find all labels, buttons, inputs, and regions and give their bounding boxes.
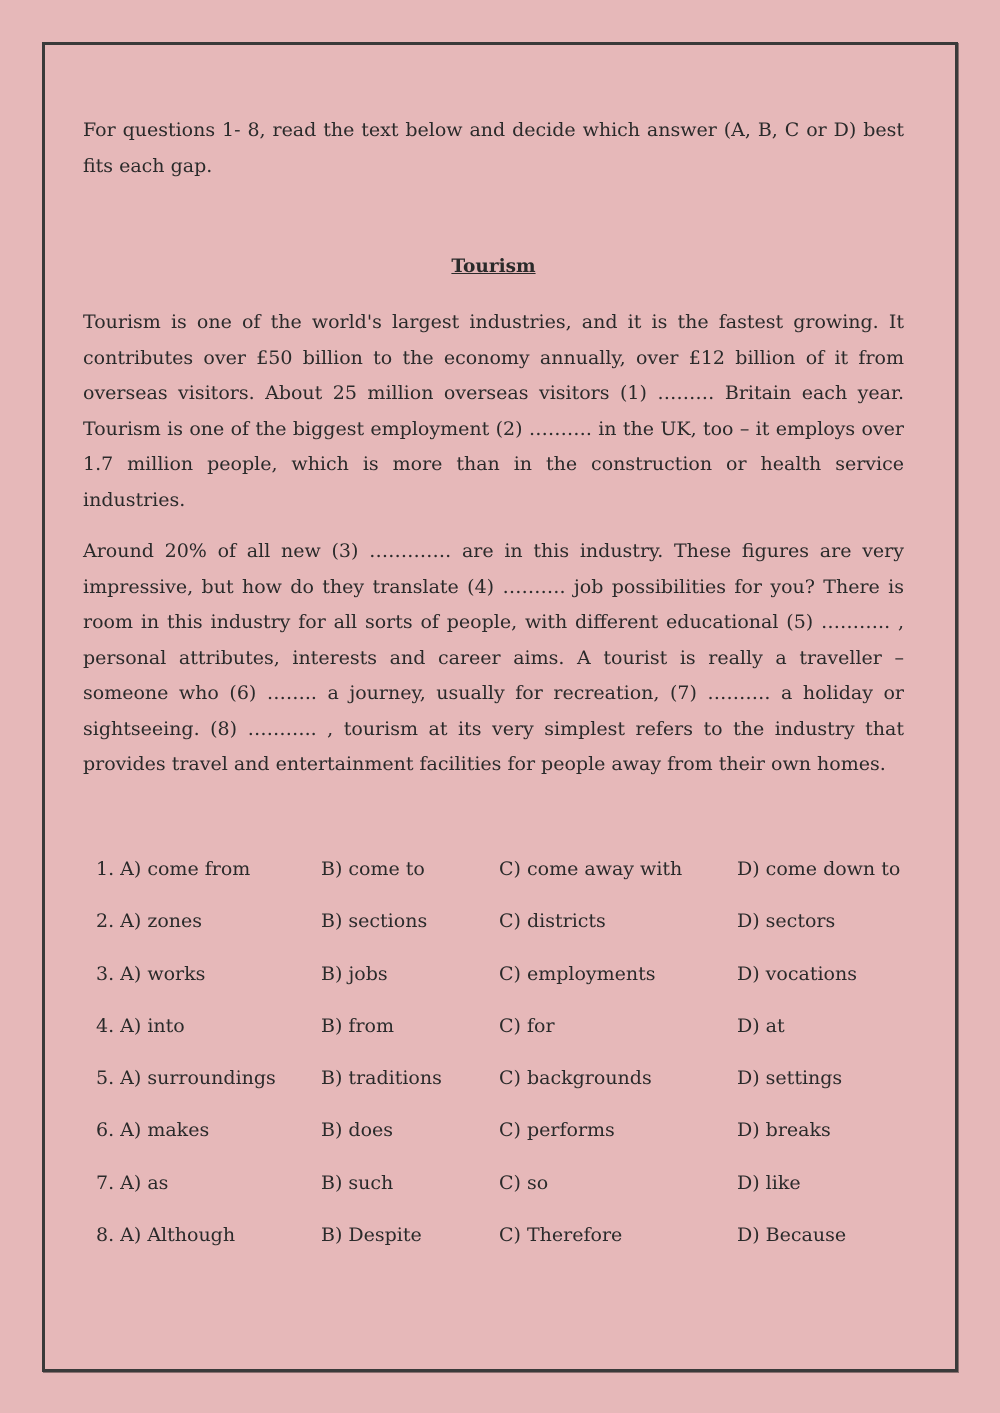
option-c: C) Therefore (499, 1224, 623, 1247)
option-d: D) vocations (737, 962, 857, 985)
option-d: D) come down to (737, 858, 901, 880)
option-c: C) performs (499, 1119, 615, 1142)
option-a: 3. A) works (96, 962, 206, 985)
option-d: D) like (737, 1171, 801, 1194)
question-row (96, 852, 916, 904)
option-a: 6. A) makes (96, 1119, 210, 1142)
option-d: D) sectors (737, 910, 836, 933)
question-row (96, 1218, 916, 1270)
option-b: B) come to (321, 858, 425, 880)
instructions: For questions 1- 8, read the text below and decide which answer (A, B, C or D) best fits each gap. (83, 119, 904, 177)
answer-options (96, 852, 916, 1270)
option-c: C) districts (499, 910, 606, 933)
option-a: 7. A) as (96, 1171, 169, 1194)
question-row (96, 1061, 916, 1113)
passage-paragraph: Around 20% of all new (3) …………. are in this industry. These figures are very impressive, but how do they translate (4) ………. job possibilities for you? There is room in this industry for all sorts of people, with different educational (5) ……….. , personal attributes, interests and career aims. A tourist is really a traveller – someone who (6) …….. a journey, usually for recreation, (7) ………. a holiday or sightseeing. (8) ……….. , tourism at its very simplest refers to the industry that provides travel and entertainment facilities for people away from their own homes. (83, 540, 904, 775)
option-b: B) jobs (321, 962, 388, 985)
option-a: 1. A) come from (96, 858, 251, 880)
option-d: D) settings (737, 1067, 843, 1090)
option-a: 8. A) Although (96, 1224, 236, 1247)
option-b: B) sections (321, 910, 428, 933)
option-a: 2. A) zones (96, 910, 203, 933)
option-a: 4. A) into (96, 1014, 185, 1037)
option-c: C) backgrounds (499, 1067, 652, 1090)
option-b: B) Despite (321, 1224, 422, 1247)
question-row (96, 904, 916, 956)
option-d: D) Because (737, 1224, 847, 1247)
option-c: C) for (499, 1014, 555, 1037)
option-c: C) so (499, 1171, 549, 1194)
option-b: B) from (321, 1014, 394, 1037)
option-d: D) breaks (737, 1119, 831, 1142)
question-row (96, 1009, 916, 1061)
option-b: B) does (321, 1119, 394, 1142)
passage-paragraph: Tourism is one of the world's largest industries, and it is the fastest growing. It contributes over £50 billion to the economy annually, over £12 billion of it from overseas visitors. About 25 million overseas visitors (1) ……… Britain each year. Tourism is one of the biggest employment (2) ………. in the UK, too – it employs over 1.7 million people, which is more than in the construction or health service industries. (83, 311, 904, 511)
question-row (96, 957, 916, 1009)
page-title: Tourism (451, 256, 536, 277)
option-c: C) employments (499, 962, 656, 985)
question-row (96, 1166, 916, 1218)
option-c: C) come away with (499, 858, 683, 880)
option-a: 5. A) surroundings (96, 1067, 276, 1090)
option-b: B) such (321, 1171, 394, 1194)
option-b: B) traditions (321, 1067, 442, 1090)
option-d: D) at (737, 1014, 785, 1037)
question-row (96, 1113, 916, 1165)
reading-passage (83, 305, 904, 799)
